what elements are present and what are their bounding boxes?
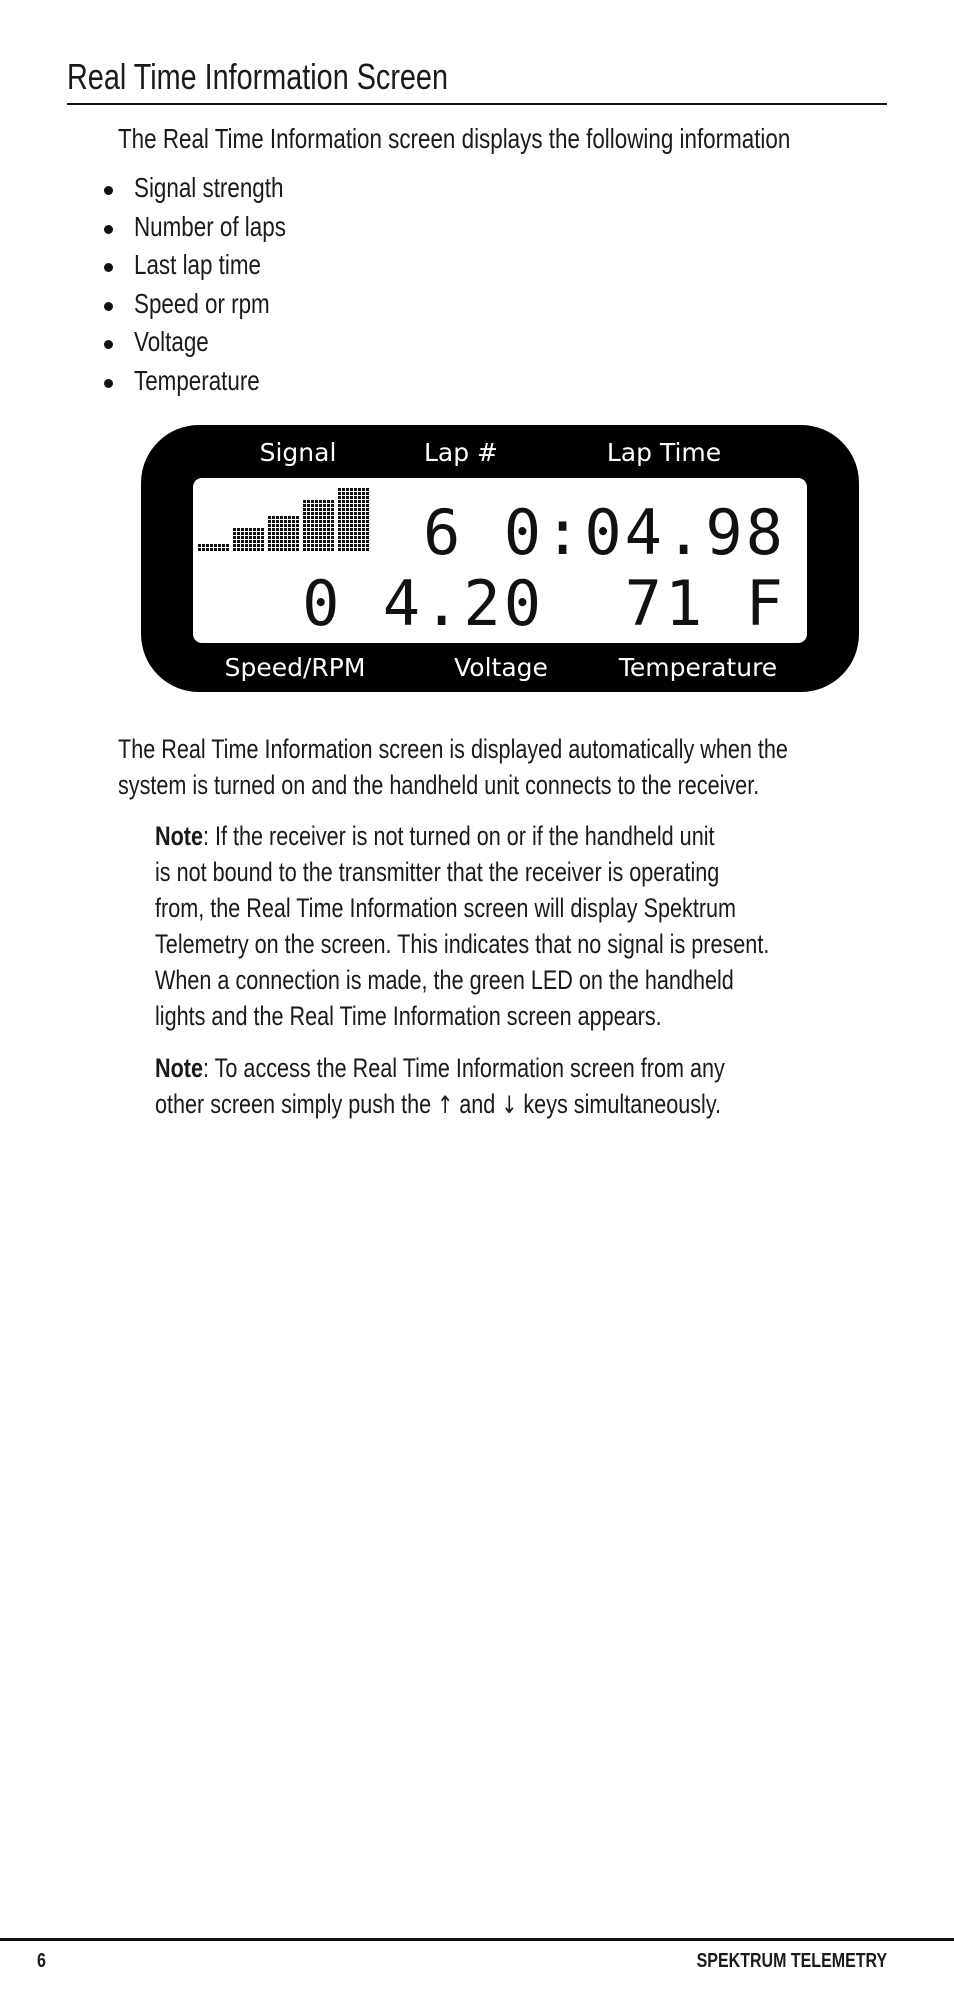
- lcd-line-laps-laptime: 6 0:04.98: [423, 496, 786, 569]
- list-item: Number of laps: [100, 211, 324, 250]
- note-line: Note: To access the Real Time Information screen from any: [155, 1053, 725, 1083]
- note-line: from, the Real Time Information screen will display Spektrum: [155, 893, 737, 923]
- paragraph-line: system is turned on and the handheld unit connects to the receiver.: [118, 770, 760, 800]
- note-line: Telemetry on the screen. This indicates that no signal is present.: [155, 929, 770, 959]
- speed-rpm-label: Speed/RPM: [224, 653, 366, 682]
- footer-brand: SPEKTRUM TELEMETRY: [696, 1950, 887, 1972]
- lap-time-label: Lap Time: [606, 438, 722, 467]
- note-line: lights and the Real Time Information screen appears.: [155, 1001, 662, 1031]
- lcd-line-speed-voltage-temp: 0 4.20 71 F: [302, 567, 786, 640]
- title-divider: [67, 103, 887, 105]
- note-line: is not bound to the transmitter that the receiver is operating: [155, 857, 720, 887]
- auto-display-paragraph: [118, 731, 954, 803]
- note-label: Note: [155, 1053, 203, 1083]
- up-arrow-icon: ↑: [437, 1091, 454, 1119]
- paragraph-line: The Real Time Information screen is displayed automatically when the: [118, 734, 788, 764]
- list-item: Speed or rpm: [100, 288, 324, 327]
- list-item: Temperature: [100, 365, 324, 404]
- note-line: other screen simply push the ↑ and ↓ keys simultaneously.: [155, 1089, 722, 1119]
- note-line: When a connection is made, the green LED on the handheld: [155, 965, 734, 995]
- list-item: Voltage: [100, 326, 324, 365]
- lap-number-label: Lap #: [423, 438, 499, 467]
- note-no-signal: [155, 818, 923, 1034]
- temperature-label: Temperature: [618, 653, 778, 682]
- note-line: Note: If the receiver is not turned on or if the handheld unit: [155, 821, 715, 851]
- voltage-label: Voltage: [454, 653, 548, 682]
- intro-text: The Real Time Information screen displays the following information: [118, 123, 791, 154]
- lcd-figure: [141, 425, 859, 692]
- feature-list: [100, 172, 324, 403]
- note-label: Note: [155, 821, 203, 851]
- list-item: Last lap time: [100, 249, 324, 288]
- page-title: Real Time Information Screen: [67, 56, 448, 97]
- down-arrow-icon: ↓: [501, 1091, 518, 1119]
- page-number: 6: [37, 1950, 46, 1972]
- note-shortcut: [155, 1050, 867, 1123]
- list-item: Signal strength: [100, 172, 324, 211]
- footer-divider: [0, 1938, 954, 1941]
- signal-label: Signal: [259, 438, 337, 467]
- telemetry-display-illustration: [141, 425, 859, 692]
